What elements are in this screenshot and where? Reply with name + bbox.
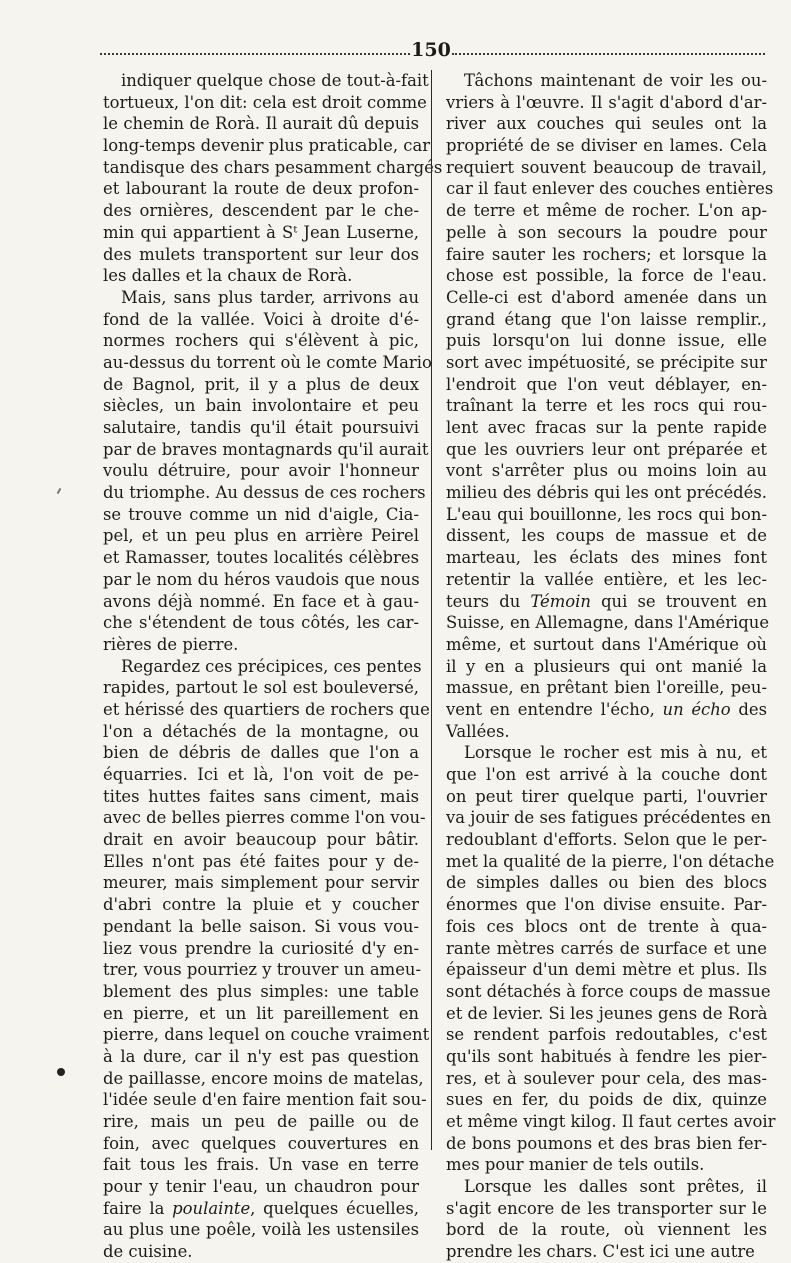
text-line: res, et à soulever pour cela, des mas- — [446, 1068, 767, 1088]
text-line: le chemin de Rorà. Il aurait dû depuis — [103, 114, 419, 134]
text-line: à la dure, car il n'y est pas question — [103, 1046, 419, 1066]
text-line: pierre, dans lequel on couche vraiment — [103, 1025, 430, 1045]
text-line: de simples dalles ou bien des blocs — [446, 873, 767, 893]
text-line: des ornières, descendent par le che- — [103, 201, 419, 221]
text-line: Lorsque le rocher est mis à nu, et — [464, 743, 767, 763]
text-line: milieu des débris qui les ont précédés. — [446, 483, 767, 503]
text-line: faire sauter les rochers; et lorsque la — [446, 244, 767, 264]
text-line: indiquer quelque chose de tout-à-fait — [121, 71, 429, 90]
text-line: massue, en prêtant bien l'oreille, peu- — [446, 678, 767, 698]
text-line: bord de la route, où viennent les — [446, 1220, 767, 1240]
text-line: Vallées. — [446, 721, 510, 741]
header-rule-left — [100, 53, 410, 55]
text-line: au plus une poêle, voilà les ustensiles — [103, 1220, 419, 1240]
text-line: épaisseur d'un demi mètre et plus. Ils — [446, 960, 767, 980]
text-line: blement des plus simples: une table — [103, 981, 419, 1001]
text-line: pel, et un peu plus en arrière Peirel — [103, 526, 419, 546]
text-line: retentir la vallée entière, et les lec- — [446, 569, 767, 589]
text-line: avons déjà nommé. En face et à gau- — [103, 591, 419, 611]
paragraph — [446, 1176, 767, 1263]
text-line: pour y tenir l'eau, un chaudron pour — [103, 1177, 419, 1197]
text-line: par le nom du héros vaudois que nous — [103, 569, 420, 589]
text-line: se trouve comme un nid d'aigle, Cia- — [103, 504, 419, 524]
text-line: pelle à son secours la poudre pour — [446, 222, 767, 242]
text-line: d'abri contre la pluie et y coucher — [103, 895, 419, 915]
text-line: l'idée seule d'en faire mention fait sou- — [103, 1090, 427, 1110]
text-line: Regardez ces précipices, ces pentes — [121, 656, 422, 676]
text-line: car il faut enlever des couches entières — [446, 179, 774, 199]
paragraph — [446, 742, 776, 1176]
text-line: traînant la terre et les rocs qui rou- — [446, 396, 767, 416]
paragraph — [103, 287, 432, 656]
text-line: au-dessus du torrent où le comte Mario — [103, 352, 432, 372]
text-line: rières de pierre. — [103, 634, 239, 654]
text-line: long-temps devenir plus praticable, car — [103, 136, 431, 156]
left-column — [103, 70, 443, 1262]
text-line: drait en avoir beaucoup pour bâtir. — [103, 830, 419, 850]
text-line: siècles, un bain involontaire et peu — [103, 396, 419, 416]
page-number: 150 — [411, 39, 451, 61]
text-line: que les ouvriers leur ont préparée et — [446, 439, 767, 459]
text-line: du triomphe. Au dessus de ces rochers — [103, 483, 426, 503]
right-column — [446, 70, 776, 1262]
paragraph — [103, 70, 443, 287]
column-divider — [431, 70, 432, 1150]
text-line: tites huttes faites sans ciment, mais — [103, 786, 419, 806]
text-line: Tâchons maintenant de voir les ou- — [464, 71, 767, 90]
text-line: trer, vous pourriez y trouver un ameu- — [103, 960, 422, 980]
text-line: foin, avec quelques couvertures en — [103, 1133, 419, 1153]
text-line: sues en fer, du poids de dix, quinze — [446, 1090, 767, 1110]
text-line: requiert souvent beaucoup de travail, — [446, 157, 767, 177]
text-line: l'on a détachés de la montagne, ou — [103, 721, 419, 741]
text-line: faire la poulainte, quelques écuelles, — [103, 1198, 419, 1218]
text-line: sort avec impétuosité, se précipite sur — [446, 352, 767, 372]
text-line: lent avec fracas sur la pente rapide — [446, 418, 767, 437]
text-line: met la qualité de la pierre, l'on détache — [446, 851, 775, 871]
text-line: teurs du Témoin qui se trouvent en — [446, 591, 768, 611]
text-line: et de levier. Si les jeunes gens de Rorà — [446, 1003, 768, 1023]
text-line: et Ramasser, toutes localités célèbres — [103, 548, 419, 568]
text-line: vent en entendre l'écho, un écho des — [446, 699, 767, 719]
paragraph — [103, 656, 430, 1263]
text-line: marteau, les éclats des mines font — [446, 548, 767, 568]
text-line: rapides, partout le sol est bouleversé, — [103, 678, 419, 698]
text-line: bien de débris de dalles que l'on a — [103, 743, 419, 763]
text-line: rire, mais un peu de paille ou de — [103, 1112, 419, 1131]
text-line: se rendent parfois redoutables, c'est — [446, 1025, 767, 1045]
text-line: Suisse, en Allemagne, dans l'Amérique — [446, 613, 770, 633]
text-line: meurer, mais simplement pour servir — [103, 873, 419, 893]
text-line: chose est possible, la force de l'eau. — [446, 266, 767, 286]
text-line: de bons poumons et des bras bien fer- — [446, 1133, 767, 1153]
text-line: et labourant la route de deux profon- — [103, 179, 419, 199]
text-line: river aux couches qui seules ont la — [446, 114, 767, 134]
text-line: min qui appartient à Sᵗ Jean Luserne, — [103, 222, 419, 242]
text-line: puis lorsqu'on lui donne issue, elle — [446, 331, 767, 351]
text-line: sont détachés à force coups de massue — [446, 981, 771, 1001]
header-rule-right — [452, 53, 765, 55]
text-line: fois ces blocs ont de trente à qua- — [446, 916, 767, 936]
text-line: L'eau qui bouillonne, les rocs qui bon- — [446, 504, 767, 524]
text-line: équarries. Ici et là, l'on voit de pe- — [103, 765, 419, 784]
text-line: dissent, les coups de massue et de — [446, 526, 767, 546]
text-line: de Bagnol, prit, il y a plus de deux — [103, 374, 419, 394]
text-line: che s'étendent de tous côtés, les car- — [103, 613, 419, 633]
text-line: qu'ils sont habitués à fendre les pier- — [446, 1046, 767, 1066]
text-line: même, et surtout dans l'Amérique où — [446, 634, 767, 654]
text-line: des mulets transportent sur leur dos — [103, 244, 419, 264]
text-line: énormes que l'on divise ensuite. Par- — [446, 895, 767, 915]
text-line: liez vous prendre la curiosité d'y en- — [103, 938, 419, 958]
text-line: tandisque des chars pesamment chargés — [103, 157, 443, 177]
paragraph — [446, 70, 774, 742]
text-line: redoublant d'efforts. Selon que le per- — [446, 830, 767, 850]
text-line: Mais, sans plus tarder, arrivons au — [121, 287, 419, 307]
margin-ink-mark — [57, 488, 62, 494]
text-line: rante mètres carrés de surface et une — [446, 938, 767, 958]
text-line: et même vingt kilog. Il faut certes avoir — [446, 1112, 776, 1131]
text-line: avec de belles pierres comme l'on vou- — [103, 808, 426, 828]
margin-ink-dot — [57, 1068, 65, 1076]
page-header — [100, 40, 765, 60]
text-line: fond de la vallée. Voici à droite d'é- — [103, 309, 419, 329]
text-line: voulu détruire, pour avoir l'honneur — [103, 461, 419, 481]
text-line: de paillasse, encore moins de matelas, — [103, 1068, 424, 1088]
text-line: de cuisine. — [103, 1242, 193, 1262]
text-line: de terre et même de rocher. L'on ap- — [446, 201, 767, 221]
text-line: l'endroit que l'on veut déblayer, en- — [446, 374, 767, 394]
text-line: par de braves montagnards qu'il aurait — [103, 439, 429, 459]
text-line: Elles n'ont pas été faites pour y de- — [103, 851, 419, 871]
text-line: les dalles et la chaux de Rorà. — [103, 266, 353, 286]
text-line: normes rochers qui s'élèvent à pic, — [103, 331, 419, 351]
text-line: prendre les chars. C'est ici une autre — [446, 1242, 755, 1262]
text-line: vriers à l'œuvre. Il s'agit d'abord d'ar- — [446, 92, 767, 112]
text-line: mes pour manier de tels outils. — [446, 1155, 705, 1175]
text-line: on peut tirer quelque parti, l'ouvrier — [446, 786, 767, 806]
text-line: il y en a plusieurs qui ont manié la — [446, 656, 767, 676]
text-line: pendant la belle saison. Si vous vou- — [103, 916, 419, 936]
text-line: s'agit encore de les transporter sur le — [446, 1198, 767, 1218]
text-line: que l'on est arrivé à la couche dont — [446, 765, 767, 784]
text-line: propriété de se diviser en lames. Cela — [446, 136, 767, 156]
text-line: en pierre, et un lit pareillement en — [103, 1003, 419, 1023]
text-line: vont s'arrêter plus ou moins loin au — [446, 461, 767, 481]
text-line: fait tous les frais. Un vase en terre — [103, 1155, 419, 1175]
text-line: Lorsque les dalles sont prêtes, il — [464, 1177, 767, 1197]
text-line: salutaire, tandis qu'il était poursuivi — [103, 418, 419, 437]
text-line: Celle-ci est d'abord amenée dans un — [446, 287, 767, 307]
text-line: et hérissé des quartiers de rochers que — [103, 699, 430, 719]
text-line: tortueux, l'on dit: cela est droit comme — [103, 92, 427, 112]
text-line: grand étang que l'on laisse remplir., — [446, 309, 767, 329]
text-line: va jouir de ses fatigues précédentes en — [446, 808, 772, 828]
